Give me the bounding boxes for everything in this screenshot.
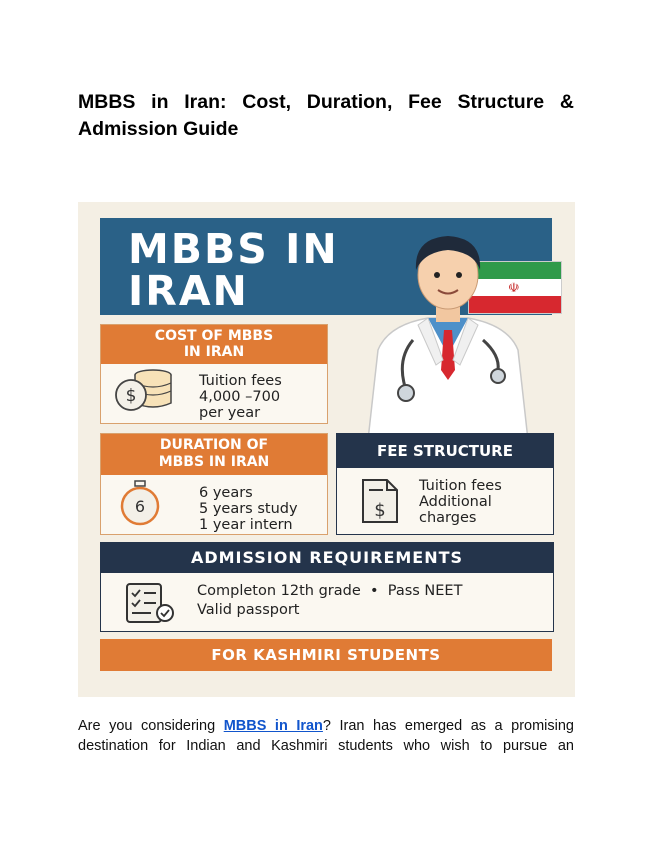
duration-card xyxy=(100,433,328,535)
admission-card xyxy=(100,542,554,632)
intro-text-start: Are you considering xyxy=(78,718,224,734)
duration-line-3: 1 year intern xyxy=(199,517,293,533)
fee-structure-card xyxy=(336,433,554,535)
footer-banner: FOR KASHMIRI STUDENTS xyxy=(100,639,552,671)
svg-text:$: $ xyxy=(125,386,137,406)
checklist-icon xyxy=(123,581,179,625)
banner-title: MBBS IN IRAN xyxy=(128,225,339,315)
admission-heading: ADMISSION REQUIREMENTS xyxy=(101,543,553,573)
coin-stack-icon xyxy=(113,367,175,413)
invoice-icon xyxy=(357,478,405,524)
clock-number: 6 xyxy=(134,497,146,516)
duration-line-1: 6 years xyxy=(199,485,253,501)
cost-heading: COST OF MBBS IN IRAN xyxy=(101,325,327,364)
fee-line-1: Tuition fees xyxy=(419,478,502,494)
cost-line-2: 4,000 –700 xyxy=(199,389,281,405)
intro-paragraph xyxy=(78,716,574,756)
stopwatch-icon xyxy=(117,480,163,526)
document-title: MBBS in Iran: Cost, Duration, Fee Structure & Admission Guide xyxy=(78,91,574,140)
fee-structure-heading: FEE STRUCTURE xyxy=(337,434,553,468)
fee-line-3: charges xyxy=(419,510,477,526)
fee-line-2: Additional xyxy=(419,494,492,510)
duration-line-2: 5 years study xyxy=(199,501,298,517)
emblem-icon: ☫ xyxy=(508,280,520,295)
cost-line-1: Tuition fees xyxy=(199,373,282,389)
mbbs-in-iran-link[interactable]: MBBS in Iran xyxy=(223,718,323,734)
doctor-illustration xyxy=(348,230,548,440)
admission-line-2: Valid passport xyxy=(197,602,300,618)
admission-line-1: Completon 12th grade • Pass NEET xyxy=(197,583,463,599)
cost-line-3: per year xyxy=(199,405,261,421)
duration-heading: DURATION OF MBBS IN IRAN xyxy=(101,434,327,475)
intro-text-end: ? Iran has emerged as a promising destination for Indian and Kashmiri students who wish to pursue an xyxy=(78,718,574,754)
svg-text:$: $ xyxy=(374,500,386,521)
cost-card xyxy=(100,324,328,424)
mbbs-iran-infographic xyxy=(78,202,575,697)
